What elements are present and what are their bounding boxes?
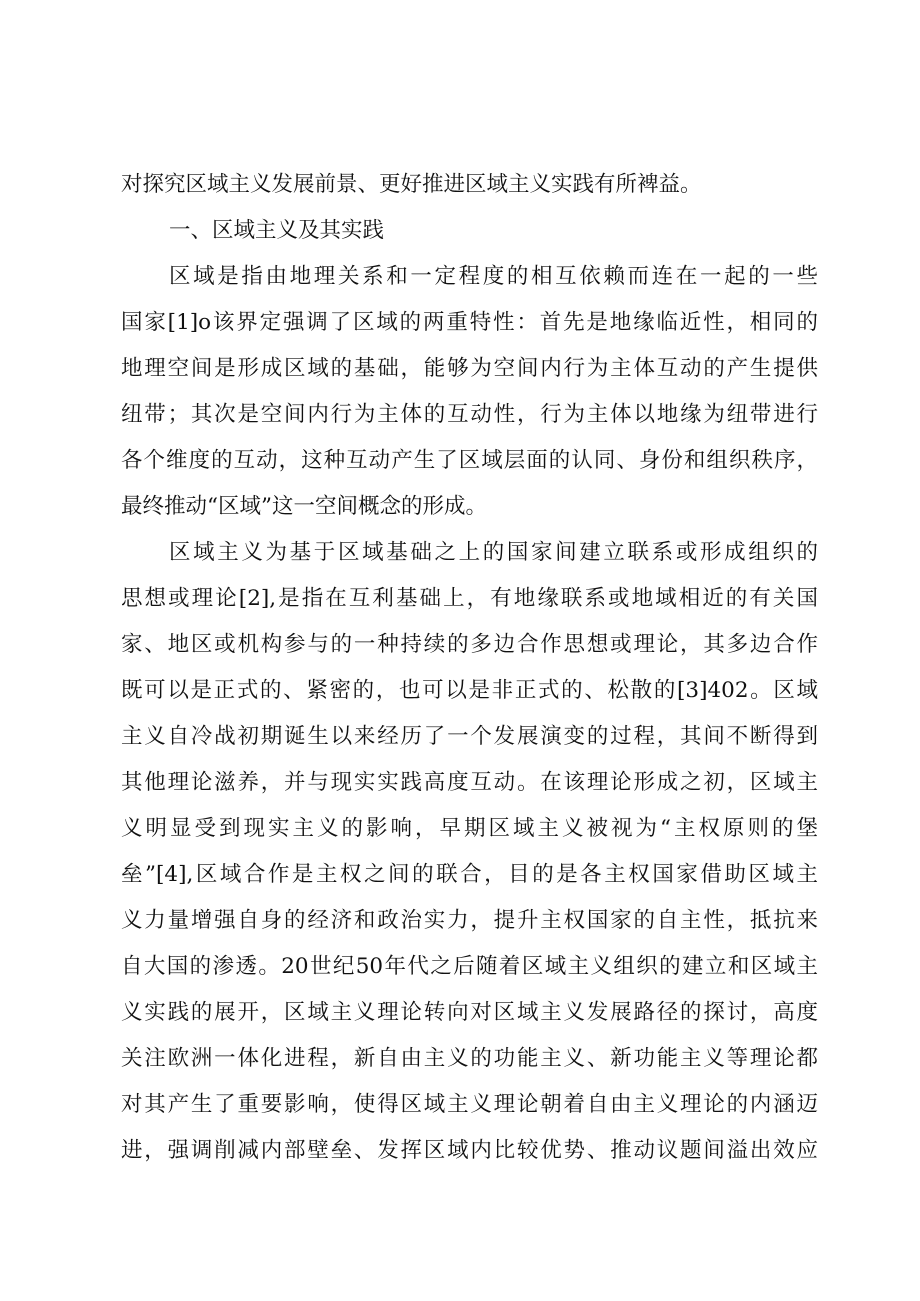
line-text: 对其产生了重要影响，使得区域主义理论朝着自由主义理论的内涵迈 — [121, 1092, 818, 1117]
text-line — [0, 392, 920, 438]
line-text: 进，强调削减内部壁垒、发挥区域内比较优势、推动议题间溢出效应 — [121, 1138, 818, 1163]
line-text: 义力量增强自身的经济和政治实力，提升主权国家的自主性，抵抗来 — [121, 908, 818, 933]
text-line — [0, 852, 920, 898]
text-line — [0, 484, 920, 530]
line-text: 家、地区或机构参与的一种持续的多边合作思想或理论，其多边合作 — [121, 632, 818, 657]
text-line — [0, 990, 920, 1036]
line-text: 义明显受到现实主义的影响，早期区域主义被视为“主权原则的堡 — [121, 816, 818, 841]
line-text: 各个维度的互动，这种互动产生了区域层面的认同、身份和组织秩序， — [121, 448, 818, 473]
line-text: 最终推动“区域”这一空间概念的形成。 — [121, 494, 487, 519]
text-line — [0, 668, 920, 714]
line-text: 区域是指由地理关系和一定程度的相互依赖而连在一起的一些 — [169, 264, 818, 289]
text-line — [0, 576, 920, 622]
line-text: 纽带；其次是空间内行为主体的互动性，行为主体以地缘为纽带进行 — [121, 402, 818, 427]
text-line — [0, 438, 920, 484]
heading-text: 一、区域主义及其实践 — [169, 218, 385, 243]
text-line — [0, 898, 920, 944]
line-text: 国家[1]o该界定强调了区域的两重特性：首先是地缘临近性，相同的 — [121, 310, 818, 335]
text-line — [0, 806, 920, 852]
line-text: 既可以是正式的、紧密的，也可以是非正式的、松散的[3]402。区域 — [121, 678, 818, 703]
text-line — [0, 622, 920, 668]
text-line — [0, 714, 920, 760]
text-line — [0, 162, 920, 208]
text-line — [0, 1128, 920, 1174]
line-text: 主义自冷战初期诞生以来经历了一个发展演变的过程，其间不断得到 — [121, 724, 818, 749]
text-line — [0, 346, 920, 392]
section-heading — [0, 208, 920, 254]
text-line — [0, 300, 920, 346]
text-line — [0, 1036, 920, 1082]
line-text: 垒”[4],区域合作是主权之间的联合，目的是各主权国家借助区域主 — [121, 862, 818, 887]
line-text: 义实践的展开，区域主义理论转向对区域主义发展路径的探讨，高度 — [121, 1000, 818, 1025]
text-line — [0, 1082, 920, 1128]
line-text: 地理空间是形成区域的基础，能够为空间内行为主体互动的产生提供 — [121, 356, 818, 381]
line-text: 思想或理论[2],是指在互利基础上，有地缘联系或地域相近的有关国 — [121, 586, 818, 611]
text-line — [0, 530, 920, 576]
text-line — [0, 944, 920, 990]
line-text: 其他理论滋养，并与现实实践高度互动。在该理论形成之初，区域主 — [121, 770, 818, 795]
line-text: 自大国的渗透。20世纪50年代之后随着区域主义组织的建立和区域主 — [121, 954, 818, 979]
line-text: 关注欧洲一体化进程，新自由主义的功能主义、新功能主义等理论都 — [121, 1046, 818, 1071]
text-line — [0, 760, 920, 806]
text-line — [0, 254, 920, 300]
line-text: 对探究区域主义发展前景、更好推进区域主义实践有所裨益。 — [121, 172, 702, 197]
line-text: 区域主义为基于区域基础之上的国家间建立联系或形成组织的 — [169, 540, 818, 565]
